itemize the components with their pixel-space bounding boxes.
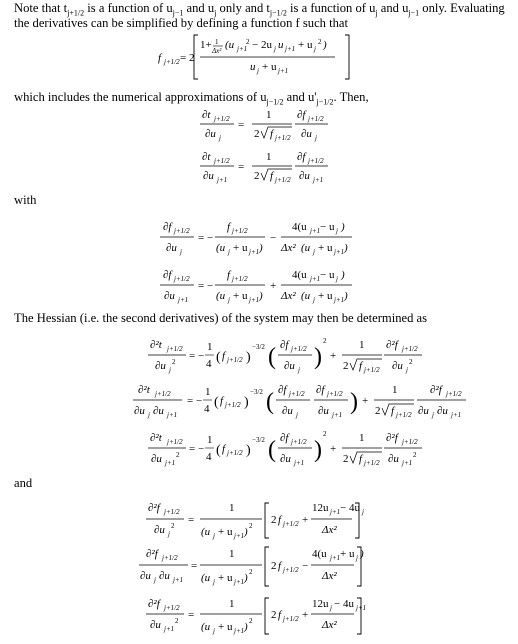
svg-text:j+1/2: j+1/2 xyxy=(275,176,291,184)
svg-text:∂u: ∂u xyxy=(155,360,166,372)
svg-text:12u: 12u xyxy=(312,598,329,610)
svg-text:∂u: ∂u xyxy=(166,242,177,254)
svg-text:j+1/2: j+1/2 xyxy=(167,345,183,353)
svg-text:∂f: ∂f xyxy=(163,221,172,233)
svg-text:∂²t: ∂²t xyxy=(150,339,162,351)
svg-text:∂f: ∂f xyxy=(280,339,289,351)
svg-text:j+1/2: j+1/2 xyxy=(446,390,462,398)
svg-text:2: 2 xyxy=(249,522,253,530)
svg-text:j+1: j+1 xyxy=(234,532,245,540)
svg-text:2: 2 xyxy=(343,453,349,465)
svg-text:u: u xyxy=(278,39,284,51)
svg-text:j+1/2: j+1/2 xyxy=(214,115,230,123)
svg-text:2: 2 xyxy=(271,609,277,621)
svg-text:1: 1 xyxy=(359,432,365,444)
svg-text:∂²t: ∂²t xyxy=(150,432,162,444)
svg-text:j: j xyxy=(213,627,215,635)
with-label: with xyxy=(14,193,37,207)
svg-text:): ) xyxy=(259,290,263,302)
svg-text:j+1/2: j+1/2 xyxy=(275,134,291,142)
svg-text:1: 1 xyxy=(266,151,272,163)
svg-text:j+1/2: j+1/2 xyxy=(174,227,190,235)
svg-text:∂²f: ∂²f xyxy=(386,432,398,444)
svg-text:2: 2 xyxy=(249,568,253,576)
svg-text:j+1/2: j+1/2 xyxy=(291,345,307,353)
svg-text:j+1: j+1 xyxy=(451,411,462,419)
svg-text:(u: (u xyxy=(216,290,226,302)
svg-text:−: − xyxy=(270,232,277,244)
svg-text:): ) xyxy=(314,344,322,370)
svg-text:j: j xyxy=(213,578,215,586)
svg-text:1: 1 xyxy=(205,386,211,398)
svg-text:f: f xyxy=(227,221,231,233)
svg-text:4: 4 xyxy=(206,358,212,370)
svg-text:j+1: j+1 xyxy=(334,296,345,304)
svg-text:j+1: j+1 xyxy=(237,45,248,53)
svg-text:j+1/2: j+1/2 xyxy=(155,390,171,398)
svg-text:): ) xyxy=(246,350,251,365)
svg-text:(u: (u xyxy=(201,526,211,538)
svg-text:(u: (u xyxy=(216,242,226,254)
intro-line-1: Note that $t_{j+1/2}$ is a function of $u_{j-1}$ and $u_j$ only and $t_{j-1/2}$ is a function of $u_j$ and $u_{j-1}$ only. Evaluating xyxy=(14,1,505,18)
svg-text:j: j xyxy=(219,134,221,142)
svg-text:∂u: ∂u xyxy=(282,405,293,417)
svg-text:): ) xyxy=(314,437,322,463)
svg-text:2: 2 xyxy=(409,358,413,366)
svg-text:j: j xyxy=(148,411,150,419)
svg-text:∂u: ∂u xyxy=(437,405,448,417)
svg-text:j+1/2: j+1/2 xyxy=(227,449,243,457)
svg-text:= −: = − xyxy=(189,350,205,362)
svg-text:j: j xyxy=(298,366,300,374)
svg-text:j+1/2: j+1/2 xyxy=(289,390,305,398)
svg-text:): ) xyxy=(244,395,249,410)
svg-text:2: 2 xyxy=(176,451,180,459)
svg-text:∂²f: ∂²f xyxy=(386,339,398,351)
svg-text:j+1/2: j+1/2 xyxy=(164,604,180,612)
svg-text:(: ( xyxy=(216,350,221,365)
svg-text:2: 2 xyxy=(323,337,327,345)
svg-text:Δx²: Δx² xyxy=(281,242,296,254)
svg-text:(: ( xyxy=(268,437,276,463)
svg-text:): ) xyxy=(350,389,358,415)
svg-text:j+1/2: j+1/2 xyxy=(164,58,180,66)
svg-text:2: 2 xyxy=(343,360,349,372)
svg-text:j+1: j+1 xyxy=(330,554,341,562)
svg-text:∂u: ∂u xyxy=(151,453,162,465)
intro-line-2: the derivatives can be simplified by defining a function f such that xyxy=(14,16,348,30)
svg-text:∂u: ∂u xyxy=(140,570,151,582)
svg-text:+: + xyxy=(330,350,337,362)
svg-text:f: f xyxy=(270,170,274,182)
svg-text:j: j xyxy=(180,248,182,256)
svg-text:f: f xyxy=(222,350,226,362)
svg-text:(u: (u xyxy=(225,39,235,51)
svg-text:j: j xyxy=(296,411,298,419)
hessian-line: The Hessian (i.e. the second derivatives) of the system may then be determined as xyxy=(14,311,428,325)
svg-text:j: j xyxy=(336,275,338,283)
svg-text:f: f xyxy=(278,609,282,621)
svg-text:j: j xyxy=(336,227,338,235)
svg-text:+ u: + u xyxy=(318,290,333,302)
svg-text:(u: (u xyxy=(201,572,211,584)
svg-text:): ) xyxy=(244,526,248,538)
svg-text:j+1/2: j+1/2 xyxy=(308,115,324,123)
svg-text:f: f xyxy=(278,514,282,526)
svg-text:(: ( xyxy=(266,389,274,415)
svg-text:+: + xyxy=(302,609,309,621)
svg-text:2: 2 xyxy=(271,560,277,572)
d2f-du-j-du-j1-equation xyxy=(139,547,364,586)
svg-text:j+1: j+1 xyxy=(332,411,343,419)
svg-text:j+1/2: j+1/2 xyxy=(174,275,190,283)
svg-text:2: 2 xyxy=(271,514,277,526)
svg-text:Δx²: Δx² xyxy=(322,619,337,631)
svg-text:∂u: ∂u xyxy=(153,405,164,417)
svg-text:j: j xyxy=(432,411,434,419)
svg-text:Δx²: Δx² xyxy=(281,290,296,302)
svg-text:j+1: j+1 xyxy=(164,625,175,633)
svg-text:j+1/2: j+1/2 xyxy=(402,438,418,446)
svg-text:∂f: ∂f xyxy=(297,151,306,163)
svg-text:j+1/2: j+1/2 xyxy=(396,411,412,419)
svg-text:1+: 1+ xyxy=(200,39,212,51)
svg-text:j+1/2: j+1/2 xyxy=(308,157,324,165)
svg-text:j: j xyxy=(356,554,358,562)
svg-text:j+1: j+1 xyxy=(249,296,260,304)
svg-text:= −: = − xyxy=(189,443,205,455)
svg-text:+: + xyxy=(302,514,309,526)
svg-text:∂u: ∂u xyxy=(418,405,429,417)
svg-text:j+1/2: j+1/2 xyxy=(232,227,248,235)
svg-text:f: f xyxy=(278,560,282,572)
svg-text:− u: − u xyxy=(320,269,335,281)
svg-text:f: f xyxy=(391,405,395,417)
svg-text:2: 2 xyxy=(254,170,260,182)
svg-text:): ) xyxy=(360,548,364,560)
svg-text:j+1: j+1 xyxy=(178,296,189,304)
svg-text:j+1/2: j+1/2 xyxy=(232,275,248,283)
svg-text:j+1: j+1 xyxy=(249,248,260,256)
svg-text:Δx²: Δx² xyxy=(212,47,222,55)
svg-text:∂u: ∂u xyxy=(284,360,295,372)
svg-text:(u: (u xyxy=(201,621,211,633)
svg-text:): ) xyxy=(259,242,263,254)
svg-text:= −: = − xyxy=(187,395,203,407)
svg-text:+ u: + u xyxy=(262,61,277,73)
svg-text:j+1: j+1 xyxy=(285,45,296,53)
svg-text:∂u: ∂u xyxy=(134,405,145,417)
svg-text:j+1: j+1 xyxy=(217,176,228,184)
svg-text:− u: − u xyxy=(320,221,335,233)
svg-text:j+1: j+1 xyxy=(310,227,321,235)
svg-text:1: 1 xyxy=(359,339,365,351)
svg-text:2: 2 xyxy=(254,128,260,140)
svg-text:∂u: ∂u xyxy=(280,453,291,465)
svg-text:j: j xyxy=(314,45,316,53)
svg-text:1: 1 xyxy=(215,38,219,46)
svg-text:2: 2 xyxy=(246,38,250,46)
svg-text:j+1/2: j+1/2 xyxy=(225,401,241,409)
svg-text:= 2: = 2 xyxy=(180,52,195,64)
svg-text:j: j xyxy=(362,508,364,516)
svg-text:j+1: j+1 xyxy=(234,627,245,635)
svg-text:Δx²: Δx² xyxy=(322,570,337,582)
svg-text:− 2u: − 2u xyxy=(252,39,272,51)
svg-text:∂²t: ∂²t xyxy=(138,384,150,396)
svg-text:j: j xyxy=(213,532,215,540)
svg-text:j+1: j+1 xyxy=(167,411,178,419)
svg-text:j+1/2: j+1/2 xyxy=(164,508,180,516)
svg-text:j: j xyxy=(169,366,171,374)
svg-text:1: 1 xyxy=(266,109,272,121)
svg-text:∂u: ∂u xyxy=(299,170,310,182)
svg-text:∂²f: ∂²f xyxy=(148,502,160,514)
svg-text:− 4u: − 4u xyxy=(340,502,360,514)
svg-text:j: j xyxy=(313,296,315,304)
svg-text:+ u: + u xyxy=(318,242,333,254)
svg-text:∂²f: ∂²f xyxy=(146,548,158,560)
svg-text:j+1/2: j+1/2 xyxy=(162,554,178,562)
svg-text:j+1: j+1 xyxy=(310,275,321,283)
svg-text:+ u: + u xyxy=(218,572,233,584)
svg-text:∂u: ∂u xyxy=(388,453,399,465)
svg-text:j+1: j+1 xyxy=(173,576,184,584)
svg-text:2: 2 xyxy=(249,617,253,625)
svg-text:): ) xyxy=(244,572,248,584)
svg-text:2: 2 xyxy=(172,358,176,366)
svg-text:∂u: ∂u xyxy=(203,170,214,182)
svg-text:): ) xyxy=(323,39,327,51)
svg-text:+: + xyxy=(270,280,277,292)
svg-text:): ) xyxy=(344,290,348,302)
svg-text:2: 2 xyxy=(375,405,381,417)
svg-text:4(u: 4(u xyxy=(292,269,307,281)
svg-text:j: j xyxy=(313,248,315,256)
svg-text:∂u: ∂u xyxy=(318,405,329,417)
svg-text:): ) xyxy=(246,443,251,458)
svg-text:j: j xyxy=(274,45,276,53)
svg-text:j: j xyxy=(168,530,170,538)
svg-text:=: = xyxy=(238,119,245,131)
svg-text:2: 2 xyxy=(175,617,179,625)
svg-text:j: j xyxy=(406,366,408,374)
svg-text:j+1: j+1 xyxy=(313,176,324,184)
svg-text:+ u: + u xyxy=(340,548,355,560)
svg-text:= −: = − xyxy=(198,232,214,244)
svg-text:j+1: j+1 xyxy=(234,578,245,586)
svg-text:j+1/2: j+1/2 xyxy=(283,520,299,528)
svg-text:2: 2 xyxy=(171,522,175,530)
svg-text:f: f xyxy=(220,395,224,407)
svg-text:12u: 12u xyxy=(312,502,329,514)
svg-text:∂u: ∂u xyxy=(159,570,170,582)
svg-text:j+1/2: j+1/2 xyxy=(291,438,307,446)
svg-text:j+1/2: j+1/2 xyxy=(364,366,380,374)
svg-text:j+1: j+1 xyxy=(402,459,413,467)
svg-text:= −: = − xyxy=(198,280,214,292)
svg-text:−3/2: −3/2 xyxy=(252,436,265,444)
svg-text:−3/2: −3/2 xyxy=(252,343,265,351)
svg-text:2: 2 xyxy=(413,451,417,459)
svg-text:4: 4 xyxy=(206,451,212,463)
svg-text:(u: (u xyxy=(301,290,311,302)
svg-text:=: = xyxy=(188,609,195,621)
svg-text:2: 2 xyxy=(323,430,327,438)
svg-text:1: 1 xyxy=(207,341,213,353)
svg-text:f: f xyxy=(227,269,231,281)
svg-text:(: ( xyxy=(268,344,276,370)
svg-text:j: j xyxy=(257,67,259,75)
svg-text:4(u: 4(u xyxy=(292,221,307,233)
svg-text:j+1/2: j+1/2 xyxy=(227,356,243,364)
svg-text:j: j xyxy=(154,576,156,584)
svg-text:(: ( xyxy=(214,395,219,410)
svg-text:): ) xyxy=(244,621,248,633)
svg-text:1: 1 xyxy=(229,502,235,514)
svg-text:2: 2 xyxy=(318,38,322,46)
svg-text:1: 1 xyxy=(392,384,398,396)
svg-text:=: = xyxy=(238,161,245,173)
svg-text:): ) xyxy=(341,269,345,281)
svg-text:j: j xyxy=(228,296,230,304)
svg-text:∂²f: ∂²f xyxy=(430,384,442,396)
svg-text:j+1/2: j+1/2 xyxy=(167,438,183,446)
svg-text:∂u: ∂u xyxy=(154,524,165,536)
svg-text:j: j xyxy=(330,604,332,612)
svg-text:): ) xyxy=(344,242,348,254)
svg-text:j+1/2: j+1/2 xyxy=(283,615,299,623)
svg-text:j+1: j+1 xyxy=(330,508,341,516)
svg-text:f: f xyxy=(158,52,162,64)
svg-text:∂u: ∂u xyxy=(150,619,161,631)
svg-text:j+1/2: j+1/2 xyxy=(283,566,299,574)
approximation-line: which includes the numerical approximations of $u_{j-1/2}$ and $u'_{j-1/2}$. Then, xyxy=(14,90,369,107)
svg-text:j+1/2: j+1/2 xyxy=(327,390,343,398)
svg-text:1: 1 xyxy=(229,598,235,610)
svg-text:∂t: ∂t xyxy=(202,109,211,121)
and-label: and xyxy=(14,476,33,490)
svg-text:1: 1 xyxy=(229,548,235,560)
svg-text:=: = xyxy=(191,560,198,572)
svg-text:j+1: j+1 xyxy=(334,248,345,256)
d2f-du-j2-equation xyxy=(146,502,364,540)
svg-text:(u: (u xyxy=(301,242,311,254)
svg-text:j: j xyxy=(228,248,230,256)
svg-text:∂u: ∂u xyxy=(301,128,312,140)
svg-text:∂f: ∂f xyxy=(163,269,172,281)
svg-text:f: f xyxy=(222,443,226,455)
svg-text:∂f: ∂f xyxy=(280,432,289,444)
svg-text:+ u: + u xyxy=(233,290,248,302)
svg-text:=: = xyxy=(188,514,195,526)
svg-text:+ u: + u xyxy=(233,242,248,254)
svg-text:4(u: 4(u xyxy=(312,548,327,560)
svg-text:∂u: ∂u xyxy=(392,360,403,372)
svg-text:−3/2: −3/2 xyxy=(250,388,263,396)
svg-text:+: + xyxy=(330,443,337,455)
svg-text:+ u: + u xyxy=(218,526,233,538)
svg-text:f: f xyxy=(270,128,274,140)
svg-text:∂f: ∂f xyxy=(278,384,287,396)
svg-text:∂t: ∂t xyxy=(202,151,211,163)
svg-text:1: 1 xyxy=(207,434,213,446)
svg-text:j+1: j+1 xyxy=(356,604,367,612)
svg-text:j: j xyxy=(315,134,317,142)
svg-text:j+1: j+1 xyxy=(278,67,289,75)
svg-text:∂u: ∂u xyxy=(164,290,175,302)
svg-text:j+1/2: j+1/2 xyxy=(402,345,418,353)
svg-text:∂u: ∂u xyxy=(205,128,216,140)
d2f-du-j1-2-equation xyxy=(146,598,366,635)
svg-text:j+1/2: j+1/2 xyxy=(214,157,230,165)
svg-text:(: ( xyxy=(216,443,221,458)
svg-text:−: − xyxy=(302,560,309,572)
svg-text:Δx²: Δx² xyxy=(322,524,337,536)
svg-text:+ u: + u xyxy=(218,621,233,633)
svg-text:− 4u: − 4u xyxy=(334,598,354,610)
svg-text:f: f xyxy=(359,453,363,465)
svg-text:4: 4 xyxy=(204,403,210,415)
svg-text:j+1/2: j+1/2 xyxy=(364,459,380,467)
svg-text:+: + xyxy=(362,395,369,407)
svg-text:j+1: j+1 xyxy=(165,459,176,467)
svg-text:j+1: j+1 xyxy=(294,459,305,467)
svg-text:u: u xyxy=(250,61,256,73)
svg-text:∂f: ∂f xyxy=(297,109,306,121)
svg-text:+ u: + u xyxy=(298,39,313,51)
svg-text:∂²f: ∂²f xyxy=(148,598,160,610)
svg-text:∂f: ∂f xyxy=(316,384,325,396)
svg-text:): ) xyxy=(341,221,345,233)
svg-text:f: f xyxy=(359,360,363,372)
